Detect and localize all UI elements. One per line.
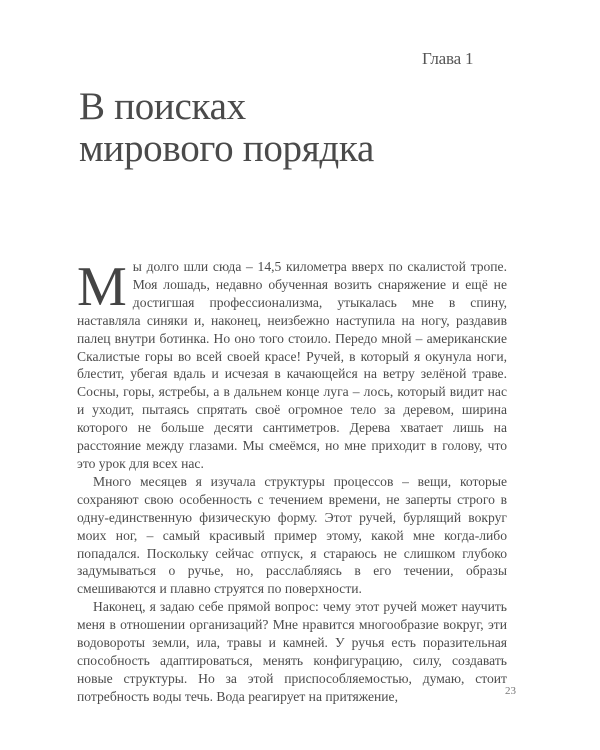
title-line-1: В поисках [79, 85, 246, 128]
chapter-title [79, 86, 374, 170]
paragraph-1-text: ы долго шли сюда – 14,5 километра вверх по скалистой тропе. Моя лошадь, недавно обученная возить снаряжение и ещё не достигшая профессионализма, утыкалась мне в спину, наставляла синяки и, наконец, неизбежно наступила на ногу, раздавив палец внутри ботинка. Но оно того стоило. Передо мной – американские Скалистые горы во всей своей красе! Ручей, в который я окунула ноги, блестит, убегая вдаль и исчезая в качающейся на ветру зелёной траве. Сосны, горы, ястребы, а в дальнем конце луга – лось, который видит нас и уходит, пытаясь спрятать своё огромное тело за деревом, ширина которого не больше десяти сантиметров. Дерева хватает лишь на расстояние между глазами. Мы смеёмся, но мне приходит в голову, что это урок для всех нас. [77, 259, 507, 471]
chapter-label: Глава 1 [422, 49, 474, 68]
drop-cap: М [77, 256, 127, 318]
paragraph-2: Много месяцев я изучала структуры процессов – вещи, которые сохраняют свою особенность с течением времени, не заперты строго в одну-единственную физическую форму. Этот ручей, бурлящий вокруг моих ног, – самый красивый пример этому, какой мне когда-либо попадался. Поскольку сейчас отпуск, я стараюсь не слишком глубоко задумываться о ручье, но, расслабляясь в его течении, образы смешиваются и плавно струятся по поверхности. [77, 473, 507, 597]
title-line-2: мирового порядка [79, 127, 374, 170]
page-number: 23 [505, 685, 516, 697]
paragraph-1 [77, 258, 507, 473]
body-text [77, 258, 507, 706]
paragraph-3: Наконец, я задаю себе прямой вопрос: чему этот ручей может научить меня в отношении организаций? Мне нравится многообразие вокруг, эти водовороты земли, ила, травы и камней. У ручья есть поразительная способность адаптироваться, менять конфигурацию, силу, создавать новые структуры. Но за этой приспособляемостью, думаю, стоит потребность воды течь. Вода реагирует на притяжение, [77, 599, 507, 704]
